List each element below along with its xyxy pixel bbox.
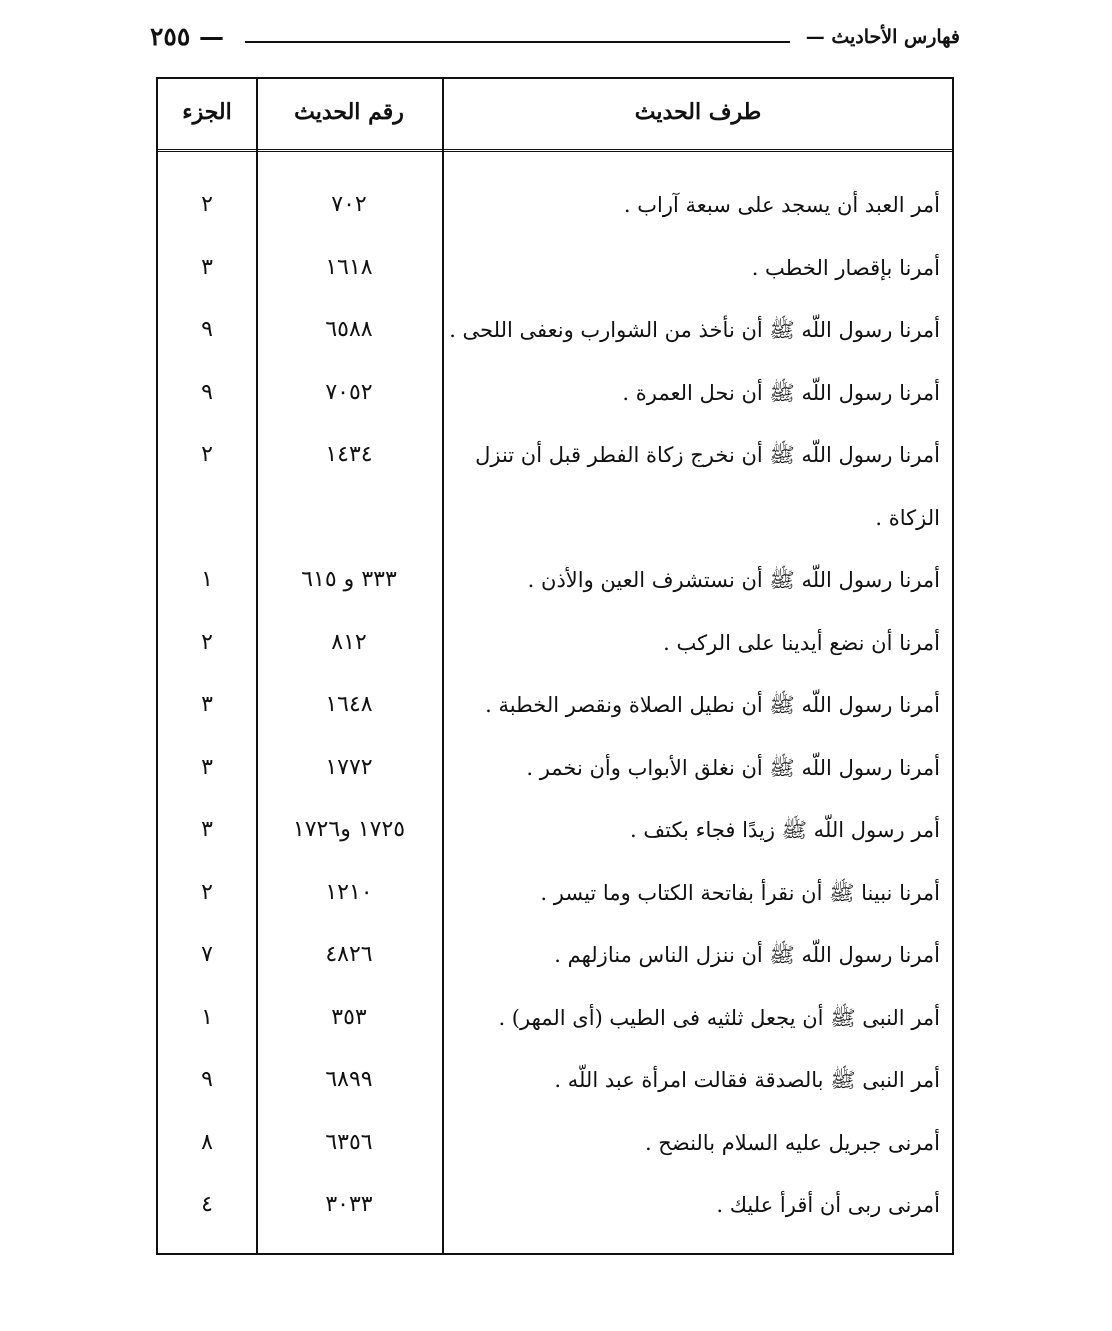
hadith-text: أمر العبد أن يسجد على سبعة آراب . — [623, 193, 940, 217]
hadith-number: ٣٥٣ — [331, 1004, 367, 1030]
page-header — [150, 22, 960, 62]
juz-number: ٩ — [201, 1067, 213, 1092]
hadith-text: أمر رسول اللّه ﷺ زيدًا فجاء بكتف . — [630, 818, 940, 842]
column-header-number: رقم الحديث — [294, 99, 404, 125]
table-row — [158, 1112, 952, 1175]
column-header-juz: الجزء — [182, 99, 232, 125]
table-row — [158, 1049, 952, 1112]
hadith-number: ١٦١٨ — [325, 254, 373, 280]
juz-number: ٣ — [201, 754, 213, 780]
hadith-number: ٧٠٥٢ — [325, 379, 373, 405]
table-row — [158, 174, 952, 237]
header-divider — [158, 149, 952, 152]
juz-number: ٩ — [201, 379, 213, 405]
table-row — [158, 549, 952, 612]
hadith-number: ١٢١٠ — [325, 879, 373, 905]
column-header-hadith: طرف الحديث — [634, 99, 762, 125]
table-row — [158, 1174, 952, 1237]
hadith-number: ٦٣٥٦ — [325, 1129, 373, 1155]
hadith-text: أمرنا رسول اللّه ﷺ أن نستشرف العين والأذن . — [527, 568, 940, 592]
hadith-text: أمرنى ربى أن أقرأ عليك . — [716, 1193, 940, 1217]
table-row — [158, 674, 952, 737]
page-number: — ٢٥٥ — [150, 22, 224, 51]
hadith-text: أمرنا رسول اللّه ﷺ أن نأخذ من الشوارب ونعفى اللحى . — [449, 318, 940, 342]
juz-number: ٢ — [201, 629, 213, 655]
juz-number: ٣ — [201, 254, 213, 280]
table-row — [158, 237, 952, 300]
header-rule — [245, 41, 790, 43]
hadith-number: ٣٠٣٣ — [325, 1192, 373, 1217]
hadith-text: أمرنا نبينا ﷺ أن نقرأ بفاتحة الكتاب وما تيسر . — [540, 880, 940, 905]
hadith-number: ٦٥٨٨ — [325, 317, 373, 342]
juz-number: ١ — [201, 567, 213, 592]
juz-number: ٩ — [201, 317, 213, 342]
hadith-number: ٣٣٣ و ٦١٥ — [301, 567, 397, 592]
hadith-number: ١٦٤٨ — [325, 692, 373, 717]
table-row — [158, 987, 952, 1050]
table-row — [158, 612, 952, 675]
juz-number: ٧ — [201, 942, 213, 967]
hadith-text: أمر النبى ﷺ بالصدقة فقالت امرأة عبد اللّه . — [554, 1068, 940, 1092]
hadith-text: أمرنا بإقصار الخطب . — [751, 255, 940, 280]
hadith-number: ١٧٢٥ و١٧٢٦ — [292, 817, 406, 842]
table-row — [158, 424, 952, 549]
juz-number: ٤ — [201, 1192, 213, 1217]
hadith-number: ٧٠٢ — [331, 192, 367, 217]
table-body — [158, 174, 952, 1237]
table-row — [158, 862, 952, 925]
hadith-text: أمرنا رسول اللّه ﷺ أن نحل العمرة . — [622, 380, 940, 405]
hadith-index-table — [156, 77, 954, 1255]
juz-number: ١ — [201, 1004, 213, 1030]
hadith-text: أمرنى جبريل عليه السلام بالنضح . — [644, 1130, 940, 1155]
juz-number: ٢ — [201, 879, 213, 905]
table-row — [158, 362, 952, 425]
hadith-number: ٦٨٩٩ — [325, 1067, 373, 1092]
hadith-number: ٨١٢ — [331, 629, 367, 655]
juz-number: ٣ — [201, 692, 213, 717]
hadith-number: ١٧٧٢ — [325, 754, 373, 780]
juz-number: ٨ — [201, 1129, 213, 1155]
hadith-number: ١٤٣٤ — [325, 442, 373, 467]
hadith-text: أمرنا رسول اللّه ﷺ أن نخرج زكاة الفطر قبل أن تنزل الزكاة . — [475, 443, 940, 530]
hadith-text: أمرنا أن نضع أيدينا على الركب . — [663, 630, 940, 655]
table-row — [158, 924, 952, 987]
hadith-text: أمرنا رسول اللّه ﷺ أن نطيل الصلاة ونقصر الخطبة . — [485, 693, 940, 717]
juz-number: ٣ — [201, 817, 213, 842]
hadith-text: أمرنا رسول اللّه ﷺ أن ننزل الناس منازلهم . — [554, 943, 940, 967]
table-row — [158, 737, 952, 800]
hadith-number: ٤٨٢٦ — [325, 942, 373, 967]
table-row — [158, 799, 952, 862]
juz-number: ٢ — [201, 192, 213, 217]
page-title: فهارس الأحاديث — — [806, 26, 960, 48]
table-row — [158, 299, 952, 362]
juz-number: ٢ — [201, 442, 213, 467]
hadith-text: أمرنا رسول اللّه ﷺ أن نغلق الأبواب وأن نخمر . — [526, 755, 940, 780]
hadith-text: أمر النبى ﷺ أن يجعل ثلثيه فى الطيب (أى المهر) . — [498, 1005, 940, 1030]
